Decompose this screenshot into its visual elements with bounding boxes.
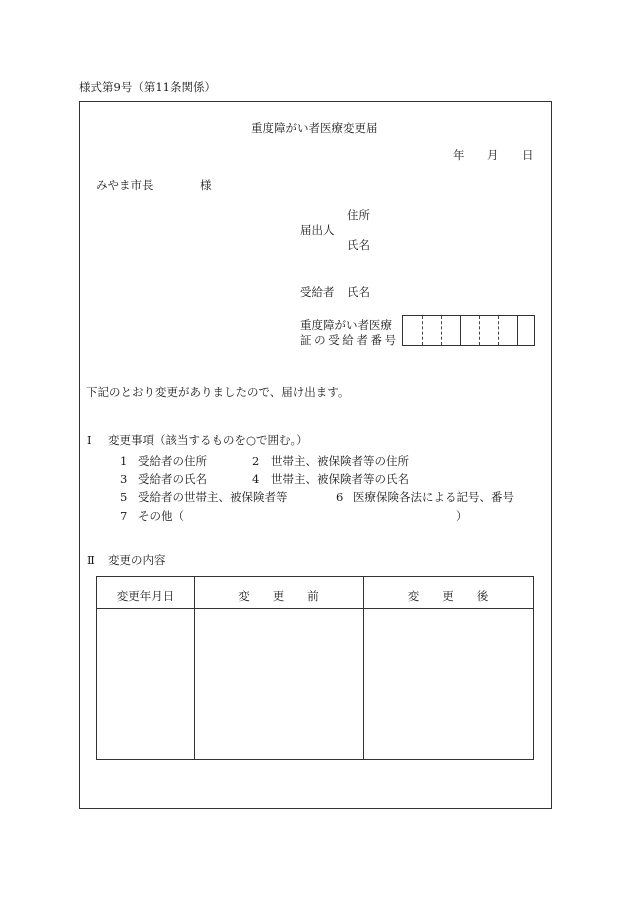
addressee-name: みやま市長	[96, 178, 154, 192]
number-cell-divider	[498, 316, 499, 345]
option-6-text[interactable]: 医療保険各法による記号、番号	[353, 490, 514, 504]
section2-numeral: Ⅱ	[87, 553, 95, 567]
number-group-divider	[517, 316, 518, 345]
option-1-number: 1	[120, 454, 128, 468]
recipient-name-label: 氏名	[347, 285, 370, 299]
option-3-text[interactable]: 受給者の氏名	[138, 472, 207, 486]
form-title: 重度障がい者医療変更届	[251, 121, 378, 135]
notifier-label: 届出人	[300, 223, 335, 237]
option-4-number: 4	[252, 472, 260, 486]
section1-numeral: Ⅰ	[87, 433, 92, 447]
option-5-text[interactable]: 受給者の世帯主、被保険者等	[138, 490, 288, 504]
certificate-label-line1: 重度障がい者医療	[300, 318, 392, 332]
option-7-close-paren: ）	[456, 509, 468, 523]
table-header-change-date: 変更年月日	[116, 589, 175, 603]
option-2-text[interactable]: 世帯主、被保険者等の住所	[271, 454, 409, 468]
certificate-label	[300, 318, 399, 348]
number-cell-divider	[479, 316, 480, 345]
recipient-number-grid[interactable]	[402, 315, 535, 346]
date-year-label: 年	[453, 148, 465, 162]
change-content-table	[96, 576, 534, 760]
statement-text: 下記のとおり変更がありましたので、届け出ます。	[86, 385, 350, 399]
number-cell-divider	[441, 316, 442, 345]
table-header-before: 変 更 前	[238, 589, 319, 603]
table-cell-change-date[interactable]	[97, 609, 194, 759]
date-day-label: 日	[522, 148, 534, 162]
recipient-label: 受給者	[300, 285, 335, 299]
form-number: 様式第9号（第11条関係）	[79, 80, 216, 94]
table-cell-before[interactable]	[195, 609, 363, 759]
table-header-after: 変 更 後	[407, 589, 489, 603]
option-2-number: 2	[252, 454, 260, 468]
notifier-address-label: 住所	[347, 208, 370, 222]
option-3-number: 3	[120, 472, 128, 486]
section2-heading: 変更の内容	[108, 553, 166, 567]
option-7-text[interactable]: その他（	[138, 509, 184, 523]
certificate-label-line2: 証の受給者番号	[300, 333, 399, 347]
number-cell-divider	[422, 316, 423, 345]
section1-heading: 変更事項（該当するものを○で囲む。）	[108, 433, 308, 447]
addressee-honorific: 様	[200, 178, 212, 192]
table-cell-after[interactable]	[364, 609, 533, 759]
option-1-text[interactable]: 受給者の住所	[138, 454, 207, 468]
option-4-text[interactable]: 世帯主、被保険者等の氏名	[271, 472, 409, 486]
notifier-name-label: 氏名	[347, 238, 370, 252]
option-7-number: 7	[120, 509, 128, 523]
option-6-number: 6	[336, 490, 344, 504]
option-5-number: 5	[120, 490, 128, 504]
date-month-label: 月	[487, 148, 499, 162]
number-group-divider	[460, 316, 461, 345]
